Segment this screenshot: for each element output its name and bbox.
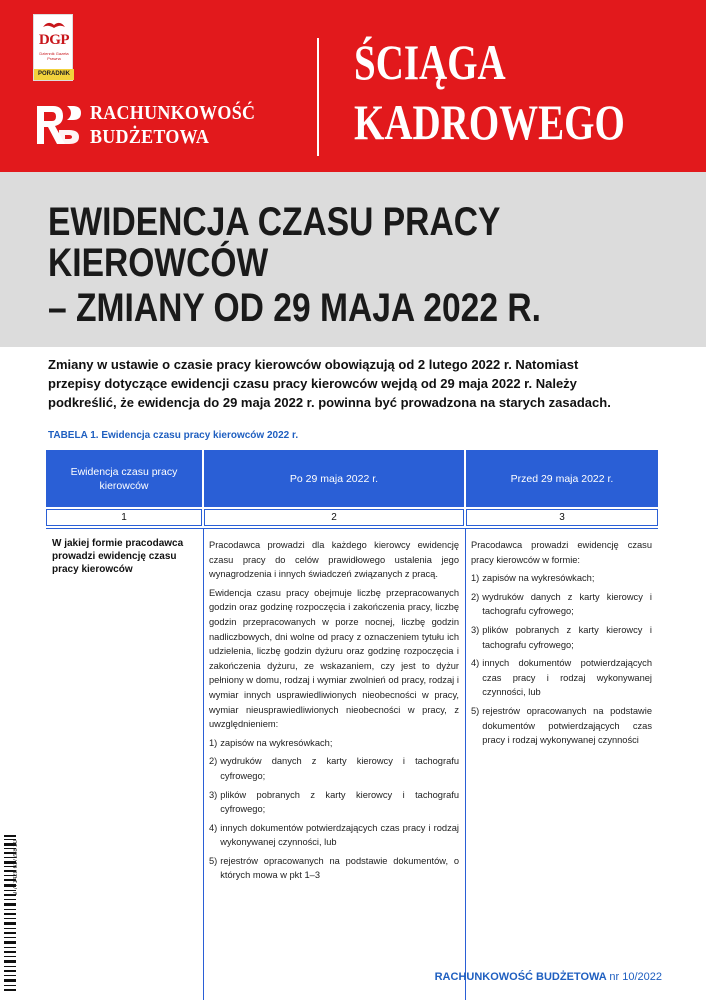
table-column-divider bbox=[465, 528, 466, 1000]
column-number: 2 bbox=[204, 509, 464, 526]
header-divider bbox=[317, 38, 319, 156]
intro-line: podkreślić, że ewidencja do 29 maja 2022 r. powinna być prowadzona na starych zasadach. bbox=[48, 395, 611, 410]
cell-paragraph: Pracodawca prowadzi ewidencję czasu pracy kierowców w formie: bbox=[471, 540, 652, 565]
list-item: 2) wydruków danych z karty kierowcy i tachografu cyfrowego; bbox=[209, 756, 459, 781]
magazine-title-line2: KADROWEGO bbox=[354, 94, 625, 150]
table-header-after: Po 29 maja 2022 r. bbox=[204, 450, 464, 507]
dgp-logo bbox=[33, 14, 73, 81]
list-item: 3) plików pobranych z karty kierowcy i tachografu cyfrowego; bbox=[209, 789, 459, 815]
document-title-line2: KIEROWCÓW bbox=[48, 241, 269, 285]
barcode-number: 9 771428 617288 20 bbox=[13, 840, 19, 896]
dgp-logo-subtitle: Dziennik Gazeta Prawna bbox=[39, 51, 69, 61]
cell-after-may bbox=[209, 538, 459, 887]
list-item: 2) wydruków danych z karty kierowcy i tachografu cyfrowego; bbox=[471, 591, 652, 617]
table-header-records: Ewidencja czasu pracy kierowców bbox=[46, 450, 202, 507]
document-title-line3: – ZMIANY OD 29 MAJA 2022 R. bbox=[48, 286, 541, 330]
table-caption: TABELA 1. Ewidencja czasu pracy kierowców 2022 r. bbox=[48, 430, 299, 441]
eagle-icon bbox=[42, 19, 66, 31]
cell-paragraph: Pracodawca prowadzi dla każdego kierowcy ewidencję czasu pracy do celów prawidłowego ustalenia jego wynagrodzenia i innych świadczeń związanych z pracą. bbox=[209, 540, 459, 580]
list-item: 1) zapisów na wykresówkach; bbox=[209, 737, 333, 748]
row-heading: W jakiej formie pracodawca prowadzi ewidencję czasu pracy kierowców bbox=[52, 538, 184, 575]
list-item: 5) rejestrów opracowanych na podstawie dokumentów potwierdzających czas pracy i rodzaj wykonywanej czynności bbox=[471, 705, 652, 746]
table-column-divider bbox=[203, 528, 204, 1000]
publisher-name-line1: RACHUNKOWOŚĆ bbox=[90, 102, 256, 124]
dgp-logo-text: DGP bbox=[38, 32, 70, 48]
list-item: 1) zapisów na wykresówkach; bbox=[471, 573, 595, 584]
records-table bbox=[46, 450, 658, 1000]
rb-logo-icon bbox=[33, 100, 83, 150]
magazine-title-line1: ŚCIĄGA bbox=[354, 34, 506, 90]
intro-paragraph bbox=[48, 355, 660, 412]
table-divider bbox=[46, 528, 658, 529]
column-number: 1 bbox=[46, 509, 202, 526]
list-item: 5) rejestrów opracowanych na podstawie dokumentów, o których mowa w pkt 1–3 bbox=[209, 855, 459, 881]
list-item: 4) innych dokumentów potwierdzających czas pracy i rodzaj wykonywanej czynności, lub bbox=[209, 822, 459, 848]
list-item: 3) plików pobranych z karty kierowcy i tachografu cyfrowego; bbox=[471, 624, 652, 650]
footer-publication-name: RACHUNKOWOŚĆ BUDŻETOWA bbox=[434, 971, 607, 983]
list-item: 4) innych dokumentów potwierdzających czas pracy i rodzaj wykonywanej czynności, lub bbox=[471, 658, 652, 698]
cell-paragraph: Ewidencja czasu pracy obejmuje liczbę przepracowanych godzin oraz godzinę rozpoczęcia i zakończenia pracy, liczbę godzin przepracowanych w porze nocnej, liczbę godzin nadliczbowych, dni wolne od pracy z oznaczeniem tytułu ich udzielenia, liczbę godzin dyżuru oraz godzinę rozpoczęcia i zakończenia dyżuru, ze wskazaniem, czy jest to dyżur pełniony w domu, rodzaj i wymiar zwolnień od pracy, rodzaj i wymiar innych usprawiedliwionych nieobecności w pracy, wymiar nieusprawiedliwionych nieobecności w pracy, z uwzględnieniem: bbox=[209, 587, 459, 730]
intro-line: Zmiany w ustawie o czasie pracy kierowców obowiązują od 2 lutego 2022 r. Natomiast bbox=[48, 357, 579, 372]
intro-line: przepisy dotyczące ewidencji czasu pracy kierowców wejdą od 29 maja 2022 r. Należy bbox=[48, 376, 577, 391]
column-number: 3 bbox=[466, 509, 658, 526]
document-title-line1: EWIDENCJA CZASU PRACY bbox=[48, 200, 501, 244]
table-header-before: Przed 29 maja 2022 r. bbox=[466, 450, 658, 507]
footer-issue: nr 10/2022 bbox=[609, 971, 662, 983]
dgp-poradnik-badge: PORADNIK bbox=[34, 69, 74, 80]
footer-publication bbox=[435, 971, 662, 983]
publisher-name-line2: BUDŻETOWA bbox=[90, 126, 210, 148]
cell-before-may bbox=[471, 538, 652, 752]
